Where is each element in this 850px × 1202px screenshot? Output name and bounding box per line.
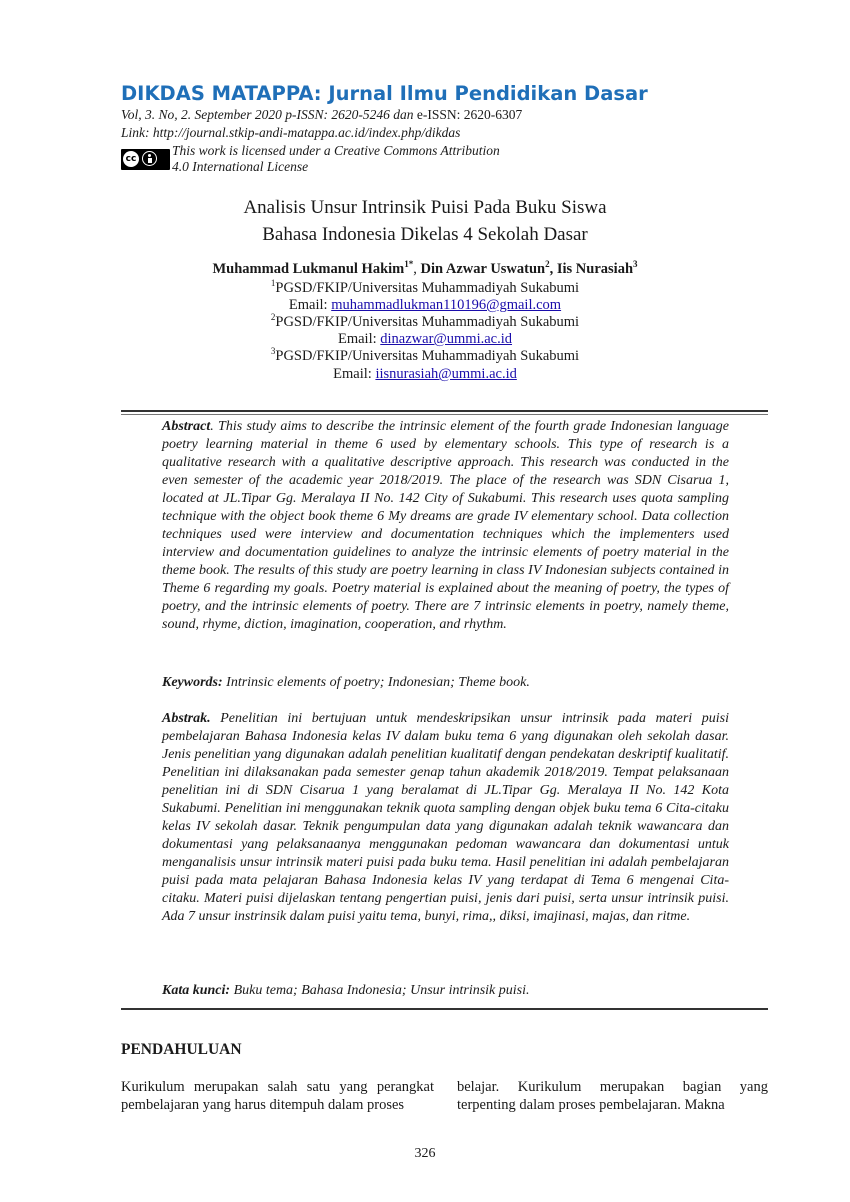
page-number: 326: [414, 1146, 436, 1161]
author-superscript: 3: [633, 259, 638, 270]
affiliation: $^2$PGSD/FKIP/Universitas Muhammadiyah Sukabumi: [270, 312, 580, 330]
email-link[interactable]: muhammadlukman110196@gmail.com: [331, 297, 562, 313]
email-link[interactable]: iisnurasiah@ummi.ac.id: [375, 366, 517, 382]
creative-commons-icon[interactable]: [121, 149, 170, 170]
kata-kunci-label: Kata kunci:: [162, 983, 231, 998]
cc-logo: cc: [123, 151, 139, 167]
abstract-english: [162, 418, 729, 634]
author-name: Muhammad Lukmanul Hakim: [212, 261, 405, 277]
body-column-left: Kurikulum merupakan salah satu yang perangkat pembelajaran yang harus ditempuh dalam proses: [121, 1079, 434, 1113]
volume-eissn: e-ISSN: 2620-6307: [413, 107, 523, 122]
license-line-1[interactable]: This work is licensed under a Creative Commons Attribution: [172, 143, 500, 158]
license-line-2[interactable]: 4.0 International License: [172, 159, 309, 174]
author-name: Din Azwar Uswatun: [420, 261, 546, 277]
journal-volume-line: [121, 106, 522, 124]
attribution-person-icon: [142, 151, 157, 166]
abstrak-label: Abstrak.: [162, 711, 211, 726]
abstract-label: Abstract: [162, 419, 211, 434]
affiliation: $^1$PGSD/FKIP/Universitas Muhammadiyah Sukabumi: [270, 278, 580, 296]
paper-title-line-2: Bahasa Indonesia Dikelas 4 Sekolah Dasar: [262, 224, 588, 245]
abstrak-text: Penelitian ini bertujuan untuk mendeskripsikan unsur intrinsik pada materi puisi pembelajaran Bahasa Indonesia kelas IV dalam buku tema 6 yang digunakan oleh sekolah dasar. Jenis penelitian yang digunakan adalah penelitian kualitatif dengan pendekatan deskriptif kualitatif. Penelitian ini dilaksanakan pada semester genap tahun akademik 2018/2019. Tempat pelaksanaan penelitian ini di SDN Cisarua 1 yang beralamat di JL.Tipar Gg. Meralaya II No. 142 Kota Sukabumi. Penelitian ini menggunakan teknik quota sampling dengan objek buku tema 6 Cita-citaku kelas IV sekolah dasar. Teknik pengumpulan data yang digunakan adalah teknik wawancara dan dokumentasi yang pelaksanaanya menggunakan pedoman wawancara dan dokumentasi untuk menganalisis unsur intrinsik materi puisi pada buku tema. Hasil penelitian ini adalah pembelajaran puisi pada mata pelajaran Bahasa Indonesia kelas IV yang terdapat di Tema 6 mengenai Cita-citaku. Materi puisi dijelaskan tentang pengertian puisi, jenis dari puisi, serta unsur intrinsik puisi. Ada 7 unsur instrinsik dalam puisi yaitu tema, bunyi, rima,, diksi, imajinasi, majas, dan ritme.: [162, 711, 729, 924]
journal-link[interactable]: Link: http://journal.stkip-andi-matappa.ac.id/index.php/dikdas: [121, 125, 461, 140]
affiliation: $^3$PGSD/FKIP/Universitas Muhammadiyah Sukabumi: [270, 346, 580, 364]
body-column-right: belajar. Kurikulum merupakan bagian yang terpenting dalam proses pembelajaran. Makna: [457, 1079, 768, 1113]
author-name: Iis Nurasiah: [556, 261, 634, 277]
author-list: Muhammad Lukmanul Hakim$^{1*}$, Din Azwar Uswatun$^2$, Iis Nurasiah$^3$: [212, 259, 638, 277]
kata-kunci-text: Buku tema; Bahasa Indonesia; Unsur intrinsik puisi.: [230, 983, 530, 998]
paper-title-line-1: Analisis Unsur Intrinsik Puisi Pada Buku Siswa: [243, 197, 607, 218]
divider: [121, 414, 768, 415]
keywords-text: Intrinsic elements of poetry; Indonesian; Theme book.: [222, 675, 530, 690]
author-superscript: 1*: [404, 259, 414, 270]
journal-title: DIKDAS MATAPPA: Jurnal Ilmu Pendidikan Dasar: [121, 82, 648, 105]
abstract-indonesian: [162, 710, 729, 926]
affiliation-email: Email: dinazwar@ummi.ac.id: [337, 331, 513, 347]
section-heading: PENDAHULUAN: [121, 1041, 242, 1058]
email-link[interactable]: dinazwar@ummi.ac.id: [380, 331, 513, 347]
divider: [121, 1008, 768, 1010]
volume-dan: dan: [393, 107, 414, 122]
divider: [121, 410, 768, 412]
affiliation-email: Email: muhammadlukman110196@gmail.com: [288, 297, 562, 313]
author-superscript: 2: [545, 259, 550, 270]
keywords-indonesian: [162, 982, 729, 1000]
keywords-label: Keywords:: [162, 675, 223, 690]
abstract-text: . This study aims to describe the intrinsic element of the fourth grade Indonesian language poetry learning material in theme 6 used by elementary schools. This type of research is a qualitative research with a qualitative descriptive approach. This research was conducted in the even semester of the academic year 2018/2019. The place of the research was SDN Cisarua 1, located at JL.Tipar Gg. Meralaya II No. 142 City of Sukabumi. This research uses quota sampling technique with the object book theme 6 My dreams are grade IV elementary school. Data collection techniques used were interview and documentation techniques which the implementers used interview and documentation guidelines to analyze the intrinsic elements of poetry material in the theme book. The results of this study are poetry learning in class IV Indonesian subjects contained in Theme 6 regarding my goals. Poetry material is explained about the meaning of poetry, the types of poetry, and the intrinsic elements of poetry. There are 7 intrinsic elements in poetry, namely theme, sound, rhyme, diction, imagination, cooperation, and rhythm.: [162, 419, 729, 632]
keywords-english: [162, 674, 729, 692]
volume-issn: Vol, 3. No, 2. September 2020 p-ISSN: 2620-5246: [121, 107, 394, 122]
affiliation-email: Email: iisnurasiah@ummi.ac.id: [333, 366, 517, 382]
